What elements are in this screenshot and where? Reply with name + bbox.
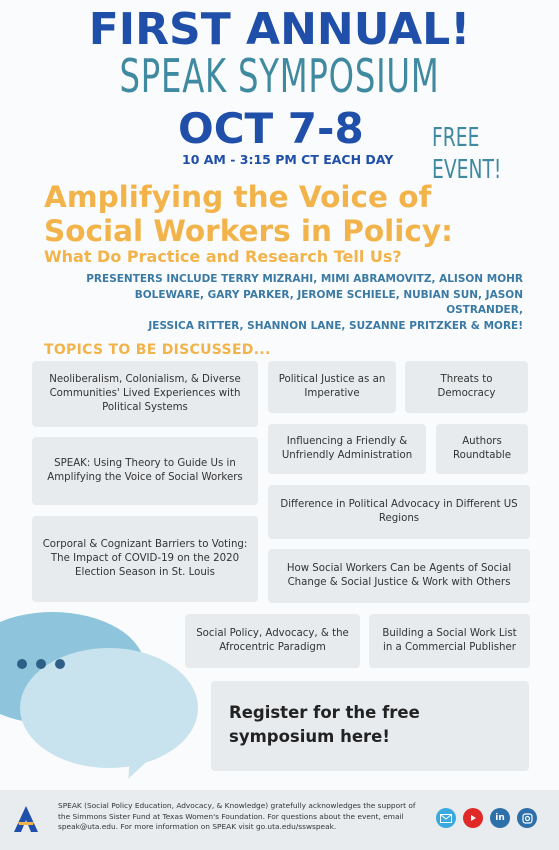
linkedin-icon[interactable]: in: [490, 808, 510, 828]
presenters-line-2: BOLEWARE, GARY PARKER, JEROME SCHIELE, NUBIAN SUN, JASON OSTRANDER,: [134, 288, 523, 316]
youtube-icon[interactable]: [463, 808, 483, 828]
instagram-icon[interactable]: [517, 808, 537, 828]
topic-box: [268, 424, 426, 474]
register-label: Register for the free symposium here!: [229, 703, 420, 746]
speech-bubble-front: [20, 648, 198, 768]
headline: [44, 180, 534, 248]
email-icon[interactable]: [436, 808, 456, 828]
topic-text: How Social Workers Can be Agents of Social Change & Social Justice & Work with Others: [286, 563, 512, 588]
presenters-line-1: PRESENTERS INCLUDE TERRY MIZRAHI, MIMI ABRAMOVITZ, ALISON MOHR: [86, 273, 523, 285]
ellipsis-dot: [36, 659, 46, 669]
topic-text: Neoliberalism, Colonialism, & Diverse Communities' Lived Experiences with Political Systems: [49, 374, 241, 413]
topic-text: SPEAK: Using Theory to Guide Us in Amplifying the Voice of Social Workers: [47, 458, 243, 483]
topic-box: [405, 361, 528, 413]
event-date: OCT 7-8: [178, 104, 364, 153]
topic-text: Corporal & Cognizant Barriers to Voting: The Impact of COVID-19 on the 2020 Election Season in St. Louis: [42, 539, 248, 578]
topic-box: [32, 437, 258, 505]
event-title: FIRST ANNUAL!: [88, 4, 471, 55]
event-time: 10 AM - 3:15 PM CT EACH DAY: [182, 152, 394, 167]
topic-box: [268, 361, 396, 413]
university-logo-icon: [14, 806, 38, 832]
topic-text: Authors Roundtable: [452, 436, 512, 461]
subheadline: What Do Practice and Research Tell Us?: [44, 247, 402, 266]
topic-box: [32, 516, 258, 602]
event-subtitle: SPEAK SYMPOSIUM: [119, 49, 440, 103]
ellipsis-dot: [55, 659, 65, 669]
topic-box: [369, 614, 530, 668]
topic-text: Influencing a Friendly & Unfriendly Administration: [281, 436, 413, 461]
topic-text: Political Justice as an Imperative: [278, 374, 386, 399]
register-button[interactable]: [211, 681, 529, 771]
footer-text: SPEAK (Social Policy Education, Advocacy, & Knowledge) gratefully acknowledges the support of the Simmons Sister Fund at Texas Women's Foundation. For questions about the event, email speak@uta.edu. For more information on SPEAK visit go.uta.edu/sswspeak.: [58, 801, 416, 832]
topic-text: Threats to Democracy: [437, 374, 496, 399]
topic-box: [185, 614, 360, 668]
topic-box: [32, 361, 258, 427]
headline-line-1: Amplifying the Voice of: [44, 180, 432, 214]
topic-box: [268, 549, 530, 603]
topics-heading: TOPICS TO BE DISCUSSED...: [44, 342, 271, 358]
presenters-line-3: JESSICA RITTER, SHANNON LANE, SUZANNE PRITZKER & MORE!: [148, 319, 523, 332]
free-event-label: FREE EVENT!: [432, 123, 502, 185]
ellipsis-dot: [17, 659, 27, 669]
topic-box: [436, 424, 528, 474]
topic-box: [268, 485, 530, 539]
headline-line-2: Social Workers in Policy:: [44, 214, 453, 248]
presenters-list: [60, 272, 523, 334]
footer: [0, 790, 559, 850]
topic-text: Building a Social Work List in a Commercial Publisher: [382, 628, 517, 653]
topic-text: Social Policy, Advocacy, & the Afrocentric Paradigm: [196, 628, 349, 653]
topic-text: Difference in Political Advocacy in Different US Regions: [280, 499, 518, 524]
